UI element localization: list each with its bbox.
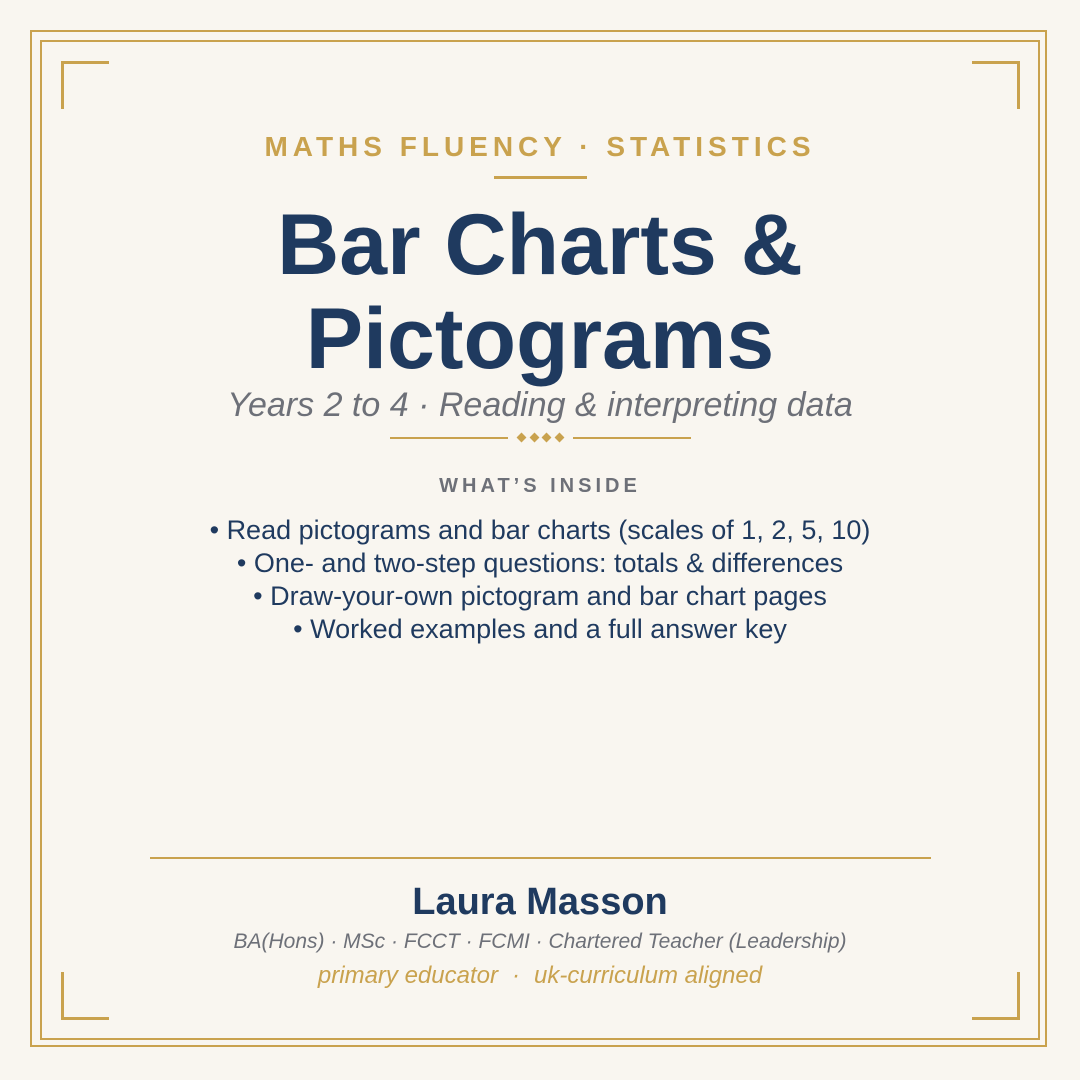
eyebrow-divider	[494, 176, 587, 179]
title-line-1: Bar Charts &	[277, 197, 803, 293]
divider-dot	[517, 433, 527, 443]
author-credentials: BA(Hons) · MSc · FCCT · FCMI · Chartered Teacher (Leadership)	[233, 930, 847, 953]
list-item: • Read pictograms and bar charts (scales of 1, 2, 5, 10)	[0, 514, 1080, 547]
divider-line-left	[390, 437, 508, 439]
corner-ornament-top-left	[61, 61, 109, 109]
corner-ornament-top-right	[972, 61, 1020, 109]
divider-dot	[529, 433, 539, 443]
list-item: • Worked examples and a full answer key	[0, 613, 1080, 646]
section-heading: WHAT’S INSIDE	[439, 475, 641, 497]
list-item: • Draw-your-own pictogram and bar chart pages	[0, 580, 1080, 613]
tagline-right: uk-curriculum aligned	[533, 962, 763, 989]
divider-dot	[542, 433, 552, 443]
tagline	[0, 961, 1080, 991]
ornamental-divider	[390, 431, 691, 445]
list-item: • One- and two-step questions: totals & differences	[0, 547, 1080, 580]
divider-dot	[555, 433, 565, 443]
contents-list	[0, 514, 1080, 646]
eyebrow-label: MATHS FLUENCY · STATISTICS	[264, 131, 816, 162]
footer-divider	[150, 857, 931, 859]
tagline-separator: ·	[511, 962, 520, 989]
subtitle: Years 2 to 4 · Reading & interpreting data	[227, 386, 853, 424]
page-title	[0, 198, 1080, 386]
author-name: Laura Masson	[412, 881, 668, 923]
tagline-left: primary educator	[317, 962, 498, 989]
divider-dots	[518, 433, 563, 443]
divider-line-right	[573, 437, 691, 439]
title-line-2: Pictograms	[305, 291, 775, 387]
